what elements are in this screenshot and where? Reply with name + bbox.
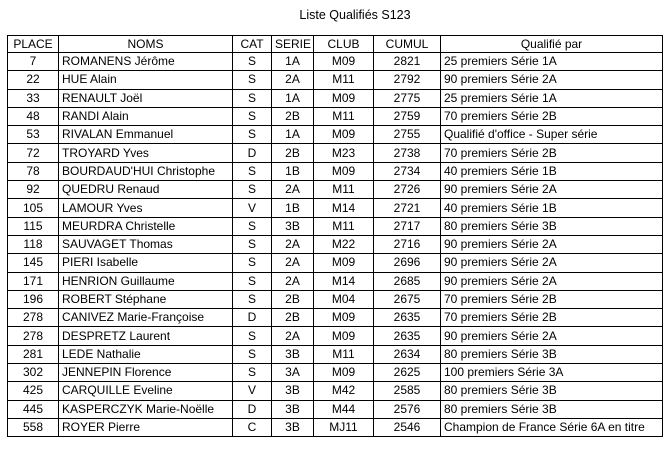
table-row	[8, 272, 663, 290]
category-cell: V	[233, 199, 272, 217]
table-row	[8, 327, 663, 345]
column-header: CUMUL	[374, 36, 441, 53]
table-row	[8, 144, 663, 162]
table-row	[8, 162, 663, 180]
place-cell: 302	[8, 364, 59, 382]
place-cell: 7	[8, 53, 59, 71]
cumul-cell: 2726	[374, 181, 441, 199]
serie-cell: 2B	[272, 290, 314, 308]
category-cell: D	[233, 309, 272, 327]
club-cell: M11	[314, 71, 374, 89]
name-cell: ROYER Pierre	[59, 418, 233, 436]
qualified-by-cell: 40 premiers Série 1B	[441, 162, 663, 180]
name-cell: RANDI Alain	[59, 107, 233, 125]
cumul-cell: 2585	[374, 382, 441, 400]
place-cell: 118	[8, 235, 59, 253]
qualified-by-cell: 70 premiers Série 2B	[441, 107, 663, 125]
club-cell: M14	[314, 199, 374, 217]
qualified-by-cell: 90 premiers Série 2A	[441, 254, 663, 272]
qualified-by-cell: 25 premiers Série 1A	[441, 89, 663, 107]
category-cell: S	[233, 364, 272, 382]
name-cell: JENNEPIN Florence	[59, 364, 233, 382]
serie-cell: 2B	[272, 309, 314, 327]
column-header: SERIE	[272, 36, 314, 53]
club-cell: M11	[314, 345, 374, 363]
category-cell: S	[233, 181, 272, 199]
club-cell: M11	[314, 181, 374, 199]
club-cell: M44	[314, 400, 374, 418]
place-cell: 72	[8, 144, 59, 162]
category-cell: S	[233, 162, 272, 180]
qualified-by-cell: 90 premiers Série 2A	[441, 181, 663, 199]
category-cell: S	[233, 235, 272, 253]
cumul-cell: 2717	[374, 217, 441, 235]
club-cell: M09	[314, 309, 374, 327]
cumul-cell: 2635	[374, 309, 441, 327]
qualified-by-cell: 70 premiers Série 2B	[441, 144, 663, 162]
serie-cell: 3B	[272, 418, 314, 436]
name-cell: BOURDAUD'HUI Christophe	[59, 162, 233, 180]
name-cell: QUEDRU Renaud	[59, 181, 233, 199]
category-cell: S	[233, 345, 272, 363]
club-cell: M09	[314, 53, 374, 71]
table-row	[8, 309, 663, 327]
place-cell: 196	[8, 290, 59, 308]
name-cell: ROBERT Stéphane	[59, 290, 233, 308]
category-cell: S	[233, 89, 272, 107]
club-cell: M09	[314, 162, 374, 180]
category-cell: S	[233, 107, 272, 125]
name-cell: HUE Alain	[59, 71, 233, 89]
table-row	[8, 71, 663, 89]
category-cell: S	[233, 327, 272, 345]
qualified-by-cell: 80 premiers Série 3B	[441, 345, 663, 363]
qualified-by-cell: Qualifié d'office - Super série	[441, 126, 663, 144]
place-cell: 171	[8, 272, 59, 290]
club-cell: M11	[314, 217, 374, 235]
place-cell: 53	[8, 126, 59, 144]
serie-cell: 3A	[272, 364, 314, 382]
club-cell: M22	[314, 235, 374, 253]
column-header: NOMS	[59, 36, 233, 53]
table-row	[8, 89, 663, 107]
table-row	[8, 235, 663, 253]
club-cell: M09	[314, 327, 374, 345]
cumul-cell: 2721	[374, 199, 441, 217]
cumul-cell: 2625	[374, 364, 441, 382]
serie-cell: 2B	[272, 144, 314, 162]
category-cell: C	[233, 418, 272, 436]
place-cell: 22	[8, 71, 59, 89]
cumul-cell: 2675	[374, 290, 441, 308]
serie-cell: 2A	[272, 254, 314, 272]
cumul-cell: 2634	[374, 345, 441, 363]
category-cell: S	[233, 217, 272, 235]
column-header: CAT	[233, 36, 272, 53]
qualified-by-cell: Champion de France Série 6A en titre	[441, 418, 663, 436]
name-cell: CANIVEZ Marie-Françoise	[59, 309, 233, 327]
table-row	[8, 418, 663, 436]
name-cell: HENRION Guillaume	[59, 272, 233, 290]
qualified-by-cell: 70 premiers Série 2B	[441, 290, 663, 308]
name-cell: TROYARD Yves	[59, 144, 233, 162]
table-row	[8, 199, 663, 217]
place-cell: 33	[8, 89, 59, 107]
category-cell: D	[233, 400, 272, 418]
cumul-cell: 2738	[374, 144, 441, 162]
table-row	[8, 382, 663, 400]
serie-cell: 1B	[272, 199, 314, 217]
place-cell: 281	[8, 345, 59, 363]
name-cell: CARQUILLE Eveline	[59, 382, 233, 400]
column-header: CLUB	[314, 36, 374, 53]
table-row	[8, 254, 663, 272]
category-cell: S	[233, 272, 272, 290]
club-cell: M09	[314, 254, 374, 272]
category-cell: D	[233, 144, 272, 162]
name-cell: RENAULT Joël	[59, 89, 233, 107]
cumul-cell: 2759	[374, 107, 441, 125]
cumul-cell: 2546	[374, 418, 441, 436]
serie-cell: 2A	[272, 71, 314, 89]
serie-cell: 1A	[272, 126, 314, 144]
qualified-by-cell: 90 premiers Série 2A	[441, 71, 663, 89]
qualified-by-cell: 80 premiers Série 3B	[441, 382, 663, 400]
place-cell: 558	[8, 418, 59, 436]
table-row	[8, 217, 663, 235]
club-cell: M09	[314, 126, 374, 144]
club-cell: M42	[314, 382, 374, 400]
qualified-by-cell: 90 premiers Série 2A	[441, 235, 663, 253]
serie-cell: 2A	[272, 235, 314, 253]
serie-cell: 2B	[272, 107, 314, 125]
qualified-by-cell: 100 premiers Série 3A	[441, 364, 663, 382]
place-cell: 48	[8, 107, 59, 125]
cumul-cell: 2821	[374, 53, 441, 71]
category-cell: S	[233, 254, 272, 272]
table-header-row	[8, 36, 663, 53]
table-row	[8, 400, 663, 418]
name-cell: KASPERCZYK Marie-Noëlle	[59, 400, 233, 418]
table-row	[8, 345, 663, 363]
place-cell: 445	[8, 400, 59, 418]
column-header: Qualifié par	[441, 36, 663, 53]
column-header: PLACE	[8, 36, 59, 53]
table-row	[8, 290, 663, 308]
cumul-cell: 2775	[374, 89, 441, 107]
place-cell: 92	[8, 181, 59, 199]
name-cell: PIERI Isabelle	[59, 254, 233, 272]
cumul-cell: 2685	[374, 272, 441, 290]
category-cell: S	[233, 126, 272, 144]
serie-cell: 1A	[272, 89, 314, 107]
category-cell: S	[233, 71, 272, 89]
serie-cell: 3B	[272, 400, 314, 418]
cumul-cell: 2716	[374, 235, 441, 253]
cumul-cell: 2635	[374, 327, 441, 345]
serie-cell: 1B	[272, 162, 314, 180]
serie-cell: 3B	[272, 217, 314, 235]
place-cell: 105	[8, 199, 59, 217]
name-cell: ROMANENS Jérôme	[59, 53, 233, 71]
cumul-cell: 2792	[374, 71, 441, 89]
name-cell: LAMOUR Yves	[59, 199, 233, 217]
club-cell: M09	[314, 364, 374, 382]
table-row	[8, 364, 663, 382]
qualified-by-cell: 90 premiers Série 2A	[441, 327, 663, 345]
qualified-by-cell: 90 premiers Série 2A	[441, 272, 663, 290]
place-cell: 145	[8, 254, 59, 272]
category-cell: V	[233, 382, 272, 400]
name-cell: MEURDRA Christelle	[59, 217, 233, 235]
cumul-cell: 2696	[374, 254, 441, 272]
place-cell: 115	[8, 217, 59, 235]
category-cell: S	[233, 290, 272, 308]
club-cell: M09	[314, 89, 374, 107]
place-cell: 425	[8, 382, 59, 400]
place-cell: 78	[8, 162, 59, 180]
cumul-cell: 2755	[374, 126, 441, 144]
serie-cell: 3B	[272, 382, 314, 400]
table-row	[8, 181, 663, 199]
serie-cell: 2A	[272, 327, 314, 345]
name-cell: SAUVAGET Thomas	[59, 235, 233, 253]
cumul-cell: 2734	[374, 162, 441, 180]
table-row	[8, 126, 663, 144]
table-body	[8, 53, 663, 437]
table-row	[8, 53, 663, 71]
club-cell: MJ11	[314, 418, 374, 436]
qualified-by-cell: 25 premiers Série 1A	[441, 53, 663, 71]
qualified-table	[7, 35, 663, 437]
club-cell: M04	[314, 290, 374, 308]
serie-cell: 2A	[272, 181, 314, 199]
category-cell: S	[233, 53, 272, 71]
serie-cell: 1A	[272, 53, 314, 71]
place-cell: 278	[8, 327, 59, 345]
page-title: Liste Qualifiés S123	[299, 8, 411, 22]
name-cell: DESPRETZ Laurent	[59, 327, 233, 345]
qualified-by-cell: 80 premiers Série 3B	[441, 400, 663, 418]
club-cell: M14	[314, 272, 374, 290]
place-cell: 278	[8, 309, 59, 327]
club-cell: M11	[314, 107, 374, 125]
qualified-by-cell: 80 premiers Série 3B	[441, 217, 663, 235]
serie-cell: 2A	[272, 272, 314, 290]
cumul-cell: 2576	[374, 400, 441, 418]
qualified-by-cell: 40 premiers Série 1B	[441, 199, 663, 217]
name-cell: RIVALAN Emmanuel	[59, 126, 233, 144]
serie-cell: 3B	[272, 345, 314, 363]
name-cell: LEDE Nathalie	[59, 345, 233, 363]
club-cell: M23	[314, 144, 374, 162]
qualified-by-cell: 70 premiers Série 2B	[441, 309, 663, 327]
table-row	[8, 107, 663, 125]
